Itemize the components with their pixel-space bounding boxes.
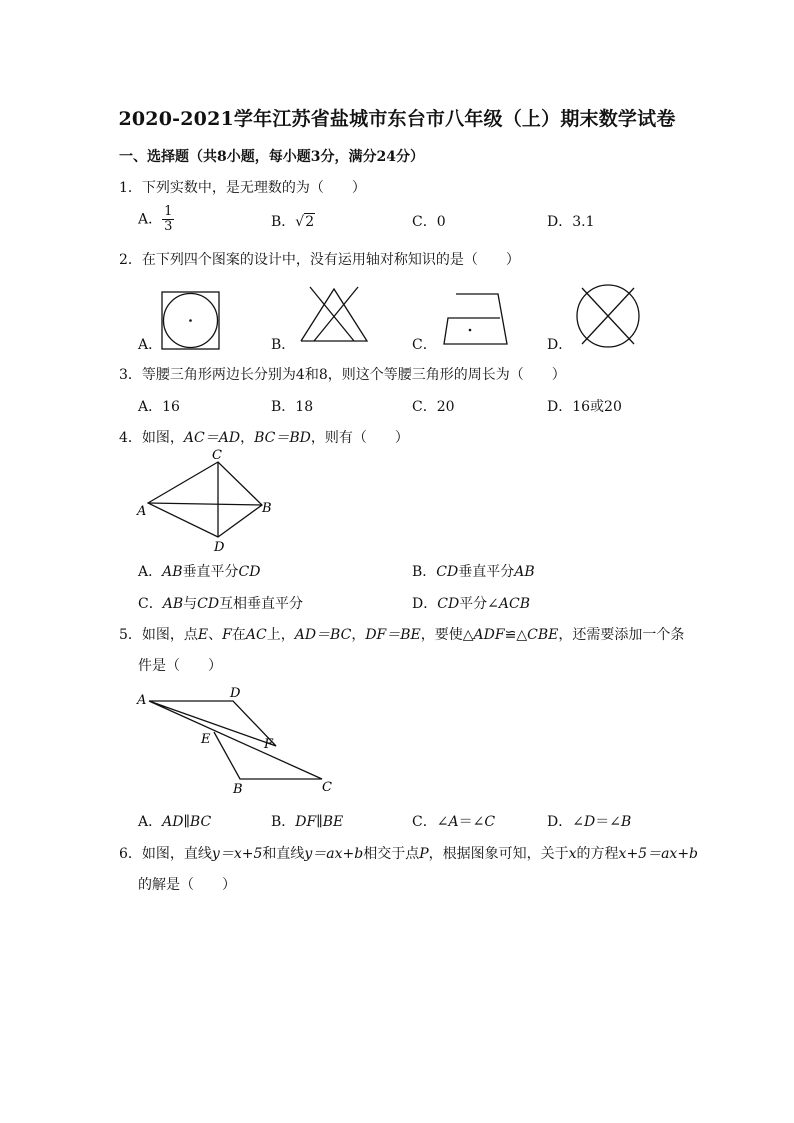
page-title: 2020-2021学年江苏省盐城市东台市八年级（上）期末数学试卷 xyxy=(118,108,676,130)
question-5-stem-line1: 5．如图，点E、F在AC上，AD＝BC，DF＝BE，要使△ADF≌△CBE，还需要添加一个条 xyxy=(119,627,685,643)
q2-figure-a xyxy=(160,290,222,352)
square-root: √2 xyxy=(295,214,315,230)
q3-option-a[interactable]: A．16 xyxy=(138,399,180,415)
question-6-stem-line1: 6．如图，直线y＝x+5和直线y＝ax+b相交于点P，根据图象可知，关于x的方程x+5＝ax+b xyxy=(119,846,699,862)
label-c: C xyxy=(212,448,222,463)
label-a: A xyxy=(137,693,147,708)
q2-figure-c xyxy=(440,290,512,348)
label-b: B xyxy=(262,501,272,516)
label-c: C xyxy=(322,780,332,795)
q5-option-a[interactable]: A．AD∥BC xyxy=(138,814,212,830)
label-a: A xyxy=(137,504,147,519)
q3-option-b[interactable]: B．18 xyxy=(271,399,314,415)
q3-option-d[interactable]: D．16或20 xyxy=(547,399,622,415)
question-5-stem-line2: 件是（ ） xyxy=(138,658,222,674)
question-2-stem: 2．在下列四个图案的设计中，没有运用轴对称知识的是（ ） xyxy=(119,252,520,268)
q5-option-c[interactable]: C．∠A＝∠C xyxy=(412,814,496,830)
question-6-stem-line2: 的解是（ ） xyxy=(138,877,236,893)
q2-option-a[interactable]: A． xyxy=(138,337,163,353)
label-d: D xyxy=(230,686,241,701)
q2-option-d[interactable]: D． xyxy=(547,337,573,353)
label-f: F xyxy=(264,737,274,752)
q2-figure-b xyxy=(298,283,370,345)
q1-option-a[interactable]: A． $\frac{1}{3}$ xyxy=(138,204,173,234)
q4-option-a[interactable]: A．AB垂直平分CD xyxy=(138,564,261,580)
q4-figure-kite xyxy=(130,446,280,556)
question-4-stem: 4．如图，AC＝AD，BC＝BD，则有（ ） xyxy=(119,430,409,446)
label-d: D xyxy=(214,540,225,555)
q1-option-d[interactable]: D．3.1 xyxy=(547,214,595,230)
q3-option-c[interactable]: C．20 xyxy=(412,399,455,415)
q4-option-c[interactable]: C．AB与CD互相垂直平分 xyxy=(138,596,304,612)
question-1-stem: 1．下列实数中，是无理数的为（ ） xyxy=(119,180,366,196)
section-heading: 一、选择题（共8小题，每小题3分，满分24分） xyxy=(119,149,424,165)
q2-figure-d xyxy=(572,280,644,352)
q2-option-b[interactable]: B． xyxy=(271,337,296,353)
label-e: E xyxy=(201,732,211,747)
q1-option-c[interactable]: C．0 xyxy=(412,214,446,230)
q5-option-d[interactable]: D．∠D＝∠B xyxy=(547,814,632,830)
q4-option-b[interactable]: B．CD垂直平分AB xyxy=(412,564,535,580)
label-b: B xyxy=(233,782,243,797)
question-3-stem: 3．等腰三角形两边长分别为4和8，则这个等腰三角形的周长为（ ） xyxy=(119,367,566,383)
q5-option-b[interactable]: B．DF∥BE xyxy=(271,814,344,830)
q2-option-c[interactable]: C． xyxy=(412,337,437,353)
q1-option-b[interactable]: B．√2 xyxy=(271,214,315,230)
fraction: $\frac{1}{3}$ xyxy=(164,204,173,234)
q5-figure-parallelogram xyxy=(130,680,340,800)
q4-option-d[interactable]: D．CD平分∠ACB xyxy=(412,596,531,612)
